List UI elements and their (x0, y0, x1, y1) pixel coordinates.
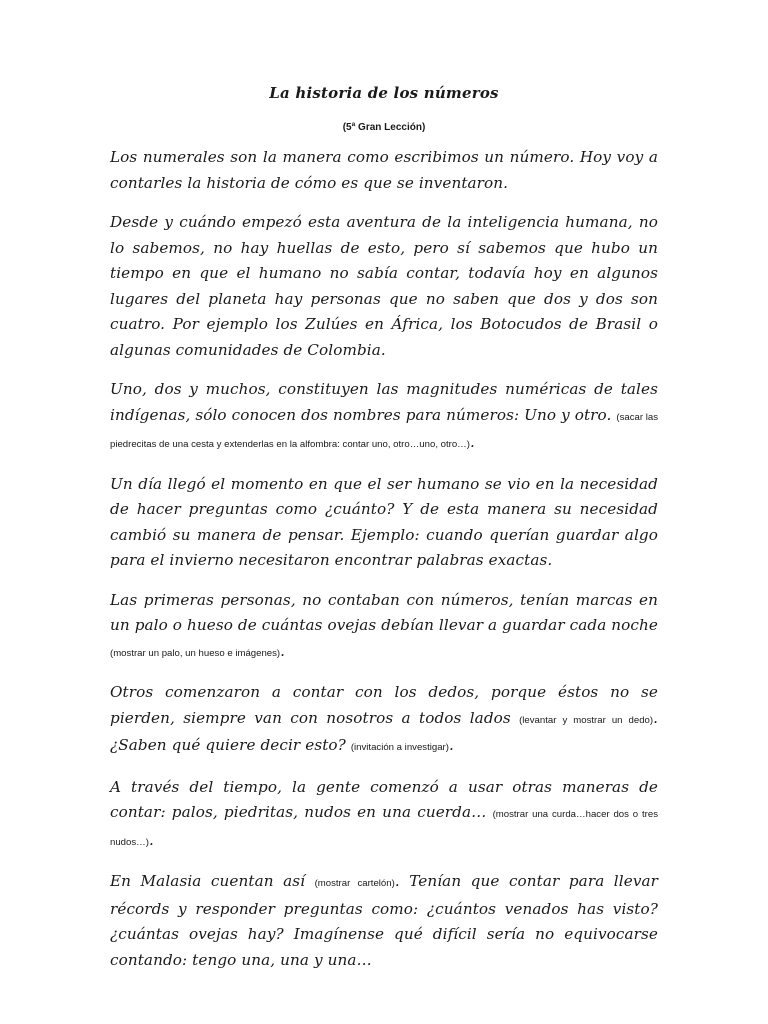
paragraph-2 (110, 210, 658, 363)
stage-direction-note: (sacar las piedrecitas de una cesta y extenderlas en la alfombra: contar uno, otro…uno, otro…) (110, 411, 658, 450)
paragraph-text: Uno, dos y muchos, constituyen las magnitudes numéricas de tales indígenas, sólo conocen dos nombres para números: Uno y otro. (110, 380, 658, 424)
paragraph-text: A través del tiempo, la gente comenzó a usar otras maneras de contar: palos, piedritas, nudos en una cuerda… (110, 777, 658, 821)
paragraph-text: Las primeras personas, no contaban con números, tenían marcas en un palo o hueso de cuántas ovejas debían llevar a guardar cada noche (110, 590, 658, 634)
stage-direction-note: (mostrar un palo, un hueso e imágenes) (110, 647, 281, 659)
paragraph-text: Otros comenzaron a contar con los dedos, porque éstos no se pierden, siempre van con nosotros a todos lados (110, 683, 658, 727)
paragraph-8 (110, 869, 658, 973)
paragraph-3 (110, 377, 658, 458)
paragraph-text-tail: . (280, 641, 286, 660)
paragraph-7 (110, 775, 658, 856)
paragraph-text: Los numerales son la manera como escribimos un número. Hoy voy a contarles la historia de cómo es que se inventaron. (110, 148, 658, 192)
stage-direction-note: (mostrar una curda…hacer dos o tres nudos…) (110, 809, 658, 848)
stage-direction-note: (levantar y mostrar un dedo) (519, 714, 654, 726)
document-subtitle: (5ª Gran Lección) (342, 122, 426, 133)
stage-direction-note: (invitación a investigar) (350, 742, 449, 753)
paragraph-text: En Malasia cuentan así (110, 872, 315, 890)
paragraph-6 (110, 680, 658, 761)
paragraph-text-tail: . Tenían que contar para llevar récords y responder preguntas como: ¿cuántos venados has visto? ¿cuántas ovejas hay? Imagínense qué difícil sería no equivocarse contando: tengo una, una y una… (110, 872, 659, 969)
paragraph-text-tail: . ¿Saben qué quiere decir esto? (110, 708, 658, 754)
paragraph-4 (110, 472, 658, 574)
document-title: La historia de los números (269, 84, 499, 102)
paragraph-text: Un día llegó el momento en que el ser humano se vio en la necesidad de hacer preguntas como ¿cuánto? Y de esta manera su necesidad cambió su manera de pensar. Ejemplo: cuando querían guardar algo para el invierno necesitaron encontrar palabras exactas. (110, 474, 658, 569)
paragraph-text: Desde y cuándo empezó esta aventura de la inteligencia humana, no lo sabemos, no hay huellas de esto, pero sí sabemos que hubo un tiempo en que el humano no sabía contar, todavía hoy en algunos lugares del planeta hay personas que no saben que dos y dos son cuatro. Por ejemplo los Zulúes en África, los Botocudos de Brasil o algunas comunidades de Colombia. (110, 213, 658, 359)
paragraph-text-tail: . (448, 736, 454, 754)
paragraph-text-tail: . (469, 433, 475, 451)
paragraph-5 (110, 588, 658, 667)
stage-direction-note: (mostrar cartelón) (314, 878, 395, 889)
paragraph-text-tail: . (148, 830, 154, 849)
paragraph-1 (110, 145, 658, 196)
